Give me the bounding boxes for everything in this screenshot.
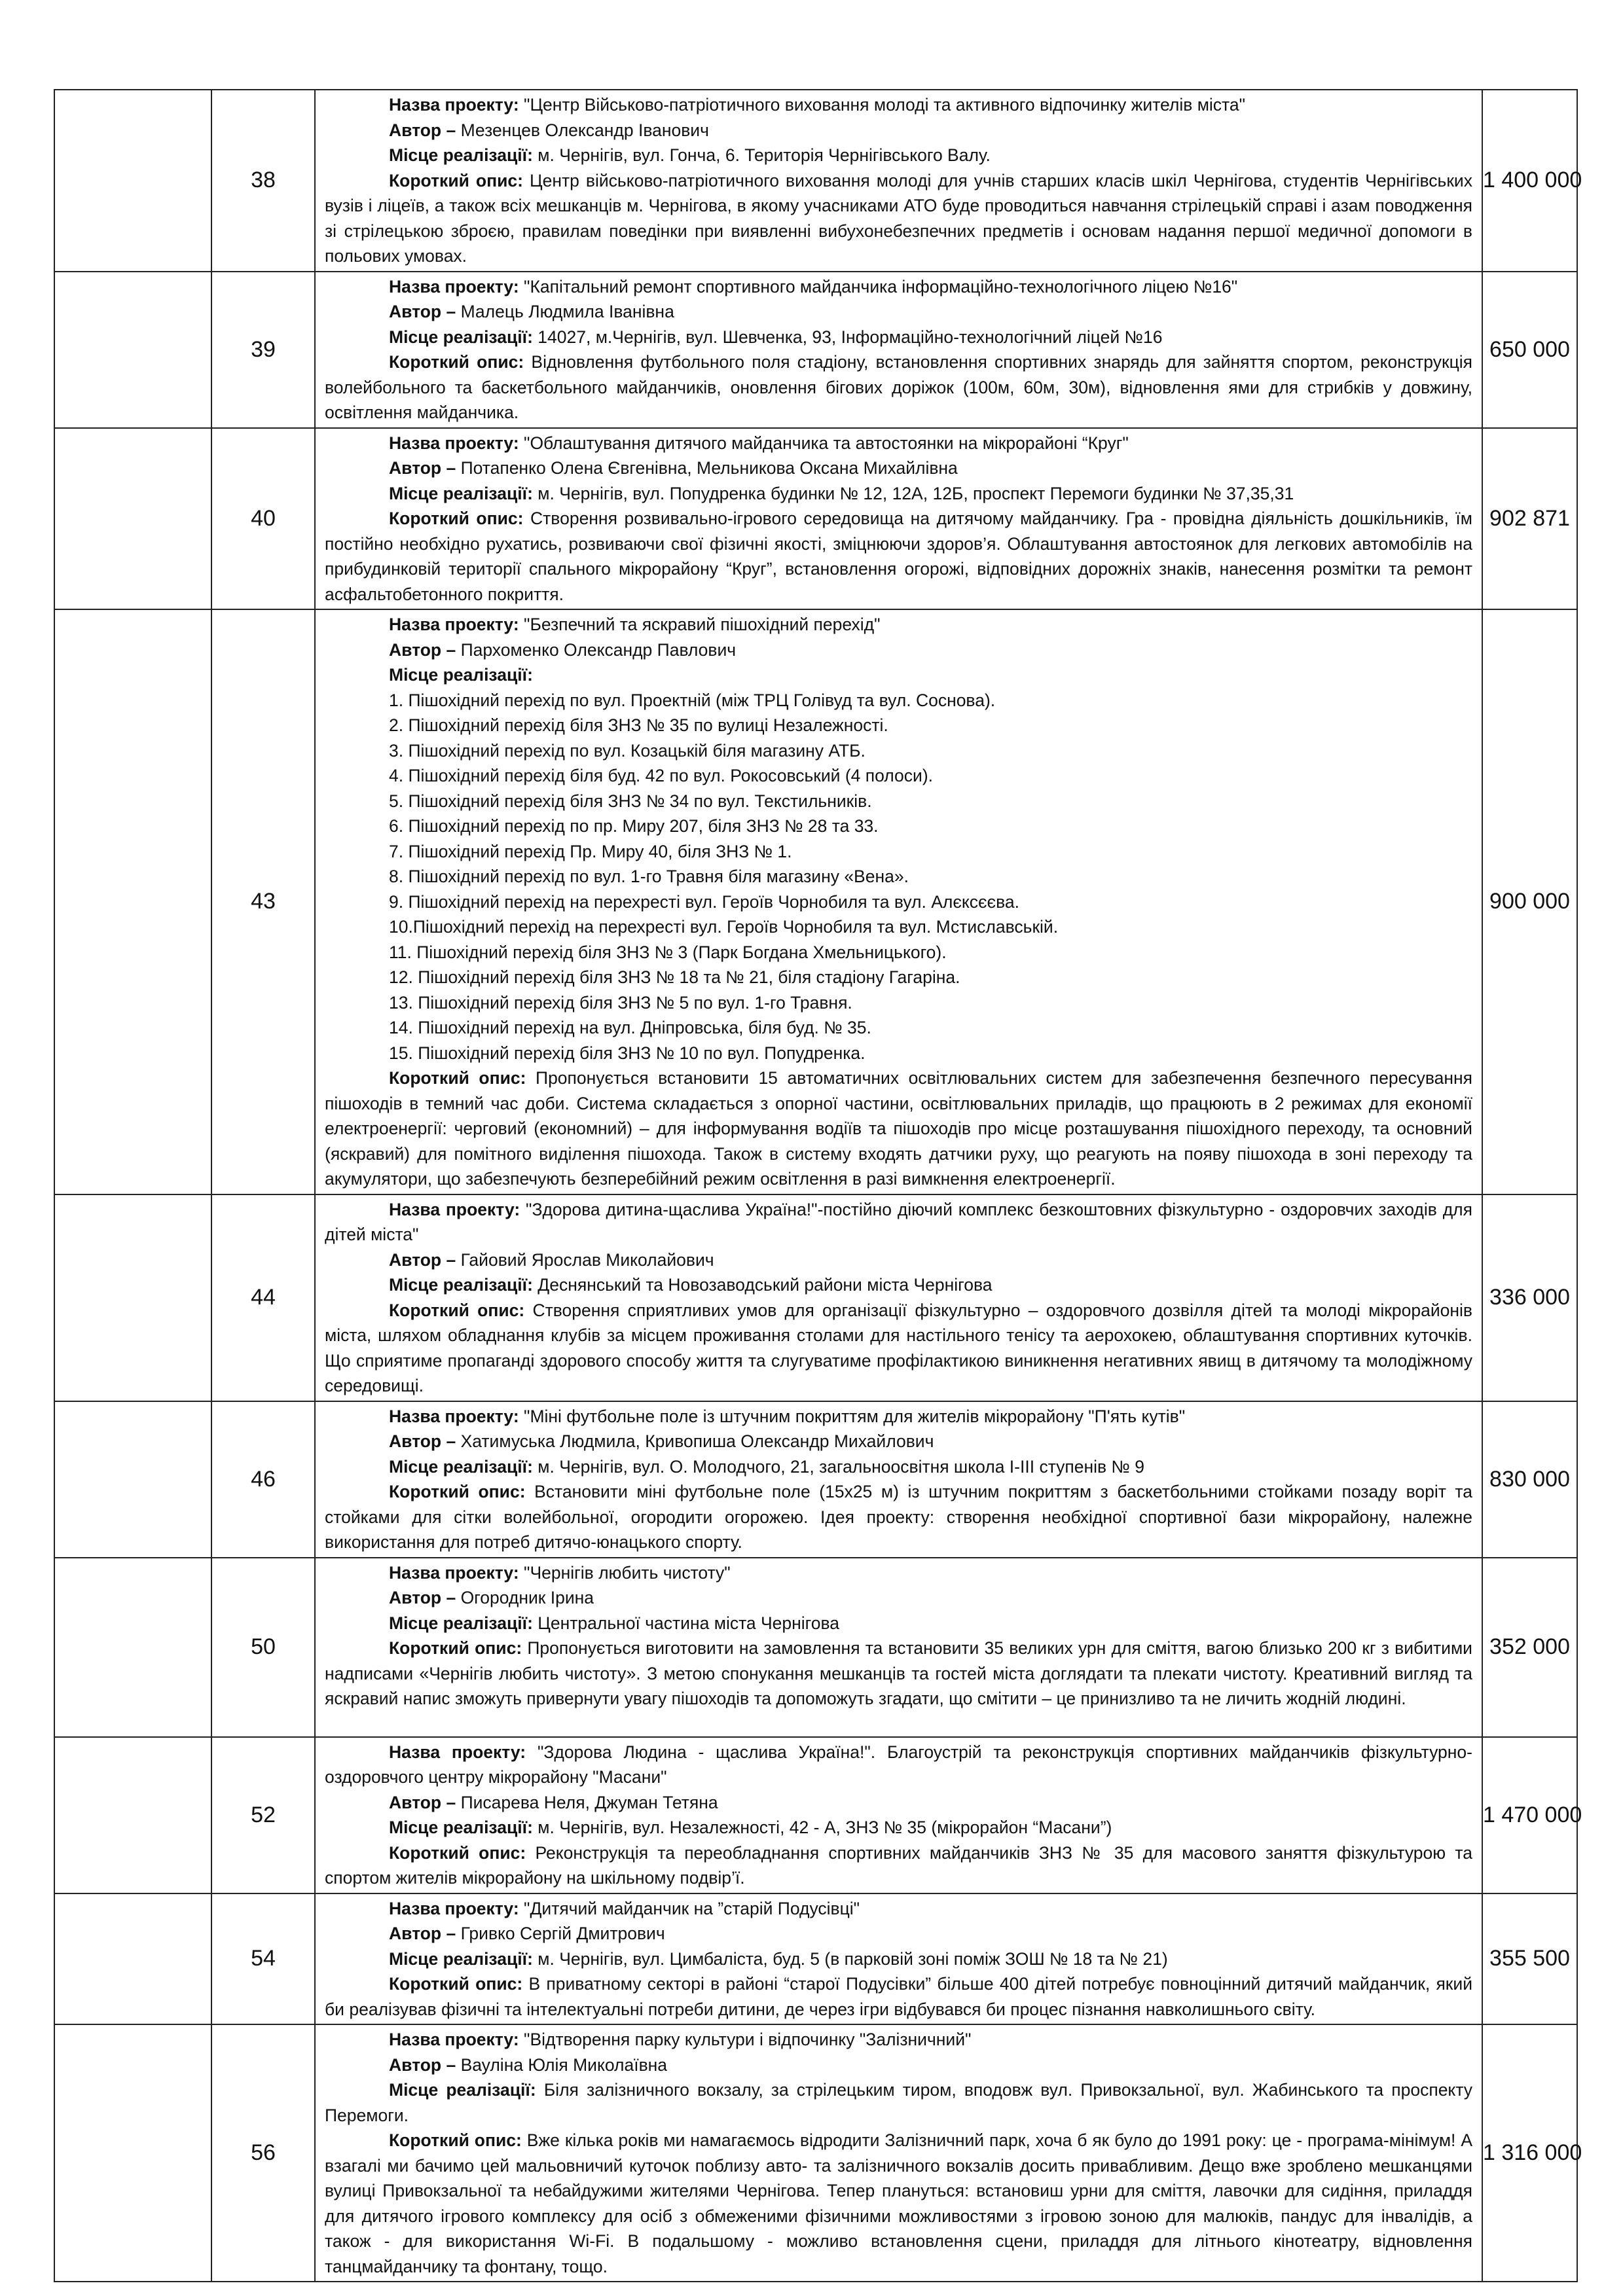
project-details bbox=[315, 2024, 1482, 2282]
project-description-label: Короткий опис: bbox=[389, 509, 524, 528]
place-list-item: 8. Пішохідний перехід по вул. 1-го Травня біля магазину «Вена». bbox=[389, 867, 909, 886]
project-details bbox=[315, 1194, 1482, 1401]
project-description-value: Створення сприятливих умов для організації фізкультурно – оздоровчого дозвілля дітей та молоді мікрорайонів міста, шляхом обладнання клубів за місцем проживання столами для настільного тенісу та аерохокею, облаштування спортивних куточків. Що сприятиме пропаганді здорового способу життя та слугуватиме профілактикою виникнення негативних явищ в дитячому та молодіжному середовищі. bbox=[325, 1300, 1472, 1395]
project-author-value: Вауліна Юлія Миколаївна bbox=[460, 2054, 668, 2075]
project-amount: 1 400 000 bbox=[1482, 90, 1577, 272]
project-description-line bbox=[325, 2128, 1472, 2279]
project-name-value: "Облаштування дитячого майданчика та автостоянки на мікрорайоні “Круг" bbox=[524, 433, 1129, 453]
table-row bbox=[54, 1401, 1577, 1558]
project-name-label: Назва проекту: bbox=[389, 1406, 519, 1426]
project-author-line bbox=[325, 1790, 1472, 1816]
row-number: 46 bbox=[211, 1401, 315, 1558]
project-description-value: Пропонується виготовити на замовлення та встановити 35 великих урн для сміття, вагою близько 200 кг з вибитими надписами «Чернігів любить чистоту». З метою спонукання мешканців та гостей міста доглядати та плекати чистоту. Креативний вигляд та яскравий напис зможуть привернути увагу пішоходів та допоможуть згадати, що смітити – це принизливо та не личить жодній людині. bbox=[325, 1638, 1472, 1708]
table-row bbox=[54, 1737, 1577, 1893]
project-place-label: Місце реалізації: bbox=[389, 1613, 533, 1633]
place-list-item: 15. Пішохідний перехід біля ЗНЗ № 10 по вул. Попудренка. bbox=[389, 1043, 866, 1063]
project-author-label: Автор – bbox=[389, 1924, 456, 1943]
project-place-value: 14027, м.Чернігів, вул. Шевченка, 93, Інформаційно-технологічний ліцей №16 bbox=[538, 327, 1163, 347]
project-name-label: Назва проекту: bbox=[389, 276, 519, 296]
project-description-value: Створення розвивально-ігрового середовища на дитячому майданчику. Гра - провідна діяльність дошкільників, їм постійно необхідно рухатись, розвиваючи свої фізичні якості, зміцнюючи здоров’я. Облаштування автостоянок для легкових автомобілів на прибудинковій території спального мікрорайону “Круг”, встановлення огорожі, відповідних дорожніх знаків, нанесення розмітки та ремонт асфальтобетонного покриття. bbox=[325, 509, 1472, 604]
project-author-value: Гривко Сергій Дмитрович bbox=[460, 1924, 665, 1943]
project-description-value: В приватному секторі в районі “старої Подусівки” більше 400 дітей потребує повноцінний дитячий майданчик, який би реалізував фізичні та інтелектуальні потреби дитини, де через ігри відбувався би процес пізнання навколишнього світу. bbox=[325, 1974, 1472, 2019]
place-list-item: 3. Пішохідний перехід по вул. Козацькій біля магазину АТБ. bbox=[389, 740, 866, 761]
project-name-value: "Здорова Людина - щаслива Україна!". Благоустрій та реконструкція спортивних майданчиків фізкультурно-оздоровчого центру мікрорайону "Масани" bbox=[325, 1742, 1472, 1787]
project-description-value: Вже кілька років ми намагаємось відродити Залізничний парк, хоча б як було до 1991 року: це - програма-мінімум! А взагалі ми бачимо цей мальовничий куточок поблизу авто- та залізничного вокзалів досить привабливим. Дещо вже зроблено мешканцями вулиці Привокзальної та небайдужими жителями Чернігова. Тепер плануться: встановиш урни для сміття, лавочки для сидіння, приладдя для дитячого ігрового комплексу для осіб з обмеженими фізичними можливостями з ігровою зоною для малюків, пандус для інвалідів, а також - для використання Wi-Fi. В подальшому - можливо встановлення сцени, приладдя для літнього кінотеатру, відновлення танцмайданчику та фонтану, тощо. bbox=[325, 2130, 1472, 2276]
project-author-label: Автор – bbox=[389, 1431, 456, 1451]
project-name-value: "Дитячий майданчик на ”старій Подусівці" bbox=[524, 1898, 860, 1918]
project-place-label: Місце реалізації: bbox=[389, 1948, 533, 1969]
project-author-label: Автор – bbox=[389, 1588, 456, 1607]
project-name-label: Назва проекту: bbox=[389, 1562, 519, 1583]
empty-cell bbox=[54, 428, 211, 610]
project-details bbox=[315, 1893, 1482, 2025]
empty-cell bbox=[54, 272, 211, 428]
row-number: 52 bbox=[211, 1737, 315, 1893]
project-description-value: Центр військово-патріотичного виховання молоді для учнів старших класів шкіл Чернігова, студентів Чернігівських вузів і ліцеїв, а також всіх мешканців м. Чернігова, в якому учасниками АТО буде проводиться навчання стрілецькій справі і азам поводження зі стрілецькою зброєю, правилам поведінки при виявленні вибухонебезпечних предметів і основам надання першої медичної допомоги в польових умовах. bbox=[325, 170, 1472, 266]
place-list-item: 4. Пішохідний перехід біля буд. 42 по вул. Рокосовський (4 полоси). bbox=[389, 766, 934, 785]
row-number: 43 bbox=[211, 609, 315, 1194]
project-place-line bbox=[325, 1946, 1472, 1972]
empty-cell bbox=[54, 1558, 211, 1737]
project-description-line bbox=[325, 1479, 1472, 1555]
place-list-item: 6. Пішохідний перехід по пр. Миру 207, біля ЗНЗ № 28 та 33. bbox=[389, 816, 879, 836]
place-list-item: 12. Пішохідний перехід біля ЗНЗ № 18 та № 21, біля стадіону Гагаріна. bbox=[389, 967, 960, 987]
project-name-line bbox=[325, 612, 1472, 637]
project-place-line bbox=[325, 481, 1472, 507]
project-name-label: Назва проекту: bbox=[389, 433, 519, 453]
project-amount: 352 000 bbox=[1482, 1558, 1577, 1737]
project-amount: 900 000 bbox=[1482, 609, 1577, 1194]
table-row bbox=[54, 1194, 1577, 1401]
place-list-item: 11. Пішохідний перехід біля ЗНЗ № 3 (Парк Богдана Хмельницького). bbox=[389, 942, 947, 962]
project-place-label: Місце реалізації: bbox=[389, 665, 533, 685]
project-place-label: Місце реалізації: bbox=[389, 1456, 533, 1477]
table-row bbox=[54, 2024, 1577, 2282]
project-name-line bbox=[325, 1197, 1472, 1247]
place-list-item: 13. Пішохідний перехід біля ЗНЗ № 5 по вул. 1-го Травня. bbox=[389, 992, 852, 1013]
project-place-value: Деснянський та Новозаводський райони міста Чернігова bbox=[538, 1275, 993, 1295]
project-place-line bbox=[325, 1815, 1472, 1840]
row-number: 56 bbox=[211, 2024, 315, 2282]
project-place-label: Місце реалізації: bbox=[389, 483, 533, 503]
project-name-line bbox=[325, 2027, 1472, 2053]
place-list-item: 5. Пішохідний перехід біля ЗНЗ № 34 по вул. Текстильників. bbox=[389, 791, 872, 811]
project-name-value: "Безпечний та яскравий пішохідний перехід" bbox=[524, 615, 881, 634]
project-description-label: Короткий опис: bbox=[389, 1300, 525, 1320]
project-author-value: Малець Людмила Іванівна bbox=[460, 302, 674, 321]
place-list-item: 9. Пішохідний перехід на перехресті вул. Героїв Чорнобиля та вул. Алєксєєва. bbox=[389, 891, 1019, 912]
project-name-value: "Чернігів любить чистоту" bbox=[524, 1562, 731, 1583]
project-name-line bbox=[325, 274, 1472, 300]
project-place-value: м. Чернігів, вул. Попудренка будинки № 12, 12А, 12Б, проспект Перемоги будинки № 37,35,31 bbox=[538, 483, 1294, 503]
project-amount: 902 871 bbox=[1482, 428, 1577, 610]
row-number: 50 bbox=[211, 1558, 315, 1737]
project-description-line bbox=[325, 1066, 1472, 1192]
project-author-label: Автор – bbox=[389, 458, 456, 478]
project-place-label: Місце реалізації: bbox=[389, 327, 533, 347]
project-author-label: Автор – bbox=[389, 302, 456, 321]
project-name-value: "Міні футбольне поле із штучним покриттям для жителів мікрорайону "П'ять кутів" bbox=[524, 1406, 1186, 1426]
empty-cell bbox=[54, 609, 211, 1194]
project-name-line bbox=[325, 431, 1472, 456]
project-amount: 355 500 bbox=[1482, 1893, 1577, 2025]
project-author-label: Автор – bbox=[389, 2054, 456, 2075]
project-name-label: Назва проекту: bbox=[389, 95, 519, 115]
project-author-line bbox=[325, 1247, 1472, 1273]
row-number: 39 bbox=[211, 272, 315, 428]
project-author-line bbox=[325, 1429, 1472, 1454]
project-author-value: Потапенко Олена Євгенівна, Мельникова Оксана Михайлівна bbox=[460, 458, 958, 478]
project-name-label: Назва проекту: bbox=[389, 1742, 526, 1762]
project-place-line bbox=[325, 1272, 1472, 1298]
project-details bbox=[315, 428, 1482, 610]
project-author-line bbox=[325, 637, 1472, 663]
project-description-label: Короткий опис: bbox=[389, 352, 524, 372]
project-author-value: Хатимуська Людмила, Кривопиша Олександр Михайлович bbox=[460, 1431, 934, 1451]
project-description-line bbox=[325, 1298, 1472, 1399]
project-details bbox=[315, 1737, 1482, 1893]
project-description-value: Відновлення футбольного поля стадіону, встановлення спортивних знарядь для зайняття спортом, реконструкція волейбольного та баскетбольного майданчиків, оновлення бігових доріжок (100м, 60м, 30м), відновлення ями для стрибків у довжину, освітлення майданчика. bbox=[325, 352, 1473, 422]
project-place-line bbox=[325, 662, 1472, 688]
project-place-line bbox=[325, 1454, 1472, 1480]
projects-table-body bbox=[54, 90, 1582, 2282]
project-description-value: Встановити міні футбольне поле (15х25 м) із штучним покриттям з баскетбольними стойками позаду воріт та стойками для сітки волейбольної, огородити огорожею. Ідея проекту: створення необхідної спортивної бази мікрорайону, належне використання для потреб дитячо-юнацького спорту. bbox=[325, 1482, 1472, 1552]
project-name-line bbox=[325, 1560, 1472, 1586]
project-place-line bbox=[325, 2077, 1472, 2128]
empty-cell bbox=[54, 90, 211, 272]
project-author-line bbox=[325, 118, 1472, 143]
table-row bbox=[54, 90, 1577, 272]
project-name-value: "Відтворення парку культури і відпочинку "Залізничний" bbox=[524, 2030, 972, 2049]
place-list-item: 2. Пішохідний перехід біля ЗНЗ № 35 по вулиці Незалежності. bbox=[389, 715, 888, 735]
project-place-value: Центральної частина міста Чернігова bbox=[538, 1613, 840, 1633]
project-description-label: Короткий опис: bbox=[389, 1482, 526, 1501]
place-list-item: 14. Пішохідний перехід на вул. Дніпровська, біля буд. № 35. bbox=[389, 1018, 871, 1037]
project-name-label: Назва проекту: bbox=[389, 2030, 519, 2049]
project-name-value: "Центр Військово-патріотичного виховання молоді та активного відпочинку жителів міста" bbox=[524, 95, 1246, 115]
project-author-label: Автор – bbox=[389, 120, 456, 140]
project-author-line bbox=[325, 1921, 1472, 1946]
project-author-label: Автор – bbox=[389, 1792, 456, 1812]
project-author-value: Пархоменко Олександр Павлович bbox=[460, 639, 737, 660]
project-amount: 1 316 000 bbox=[1482, 2024, 1577, 2282]
place-list-item: 10.Пішохідний перехід на перехресті вул. Героїв Чорнобиля та вул. Мстиславській. bbox=[389, 917, 1059, 937]
project-place-label: Місце реалізації: bbox=[389, 1275, 533, 1295]
empty-cell bbox=[54, 1401, 211, 1558]
project-author-line bbox=[325, 1585, 1472, 1611]
project-place-value: м. Чернігів, вул. О. Молодчого, 21, загальноосвітня школа І-ІІІ ступенів № 9 bbox=[538, 1456, 1144, 1477]
project-author-value: Писарева Неля, Джуман Тетяна bbox=[460, 1792, 718, 1812]
project-place-label: Місце реалізації: bbox=[389, 2080, 536, 2100]
table-row bbox=[54, 1893, 1577, 2025]
projects-table bbox=[54, 89, 1582, 2282]
project-author-line bbox=[325, 456, 1472, 481]
table-row bbox=[54, 272, 1577, 428]
project-author-label: Автор – bbox=[389, 639, 456, 660]
project-place-label: Місце реалізації: bbox=[389, 145, 533, 165]
project-name-value: "Здорова дитина-щаслива Україна!"-постійно діючий комплекс безкоштовних фізкультурно - оздоровчих заходів для дітей міста" bbox=[325, 1199, 1472, 1244]
table-row bbox=[54, 1558, 1577, 1737]
project-description-label: Короткий опис: bbox=[389, 1974, 523, 1994]
place-list-item: 1. Пішохідний перехід по вул. Проектній (між ТРЦ Голівуд та вул. Соснова). bbox=[389, 690, 996, 710]
empty-cell bbox=[54, 1737, 211, 1893]
row-number: 38 bbox=[211, 90, 315, 272]
project-description-label: Короткий опис: bbox=[389, 2130, 522, 2150]
project-name-value: "Капітальний ремонт спортивного майданчика інформаційно-технологічного ліцею №16" bbox=[524, 276, 1238, 296]
project-name-line bbox=[325, 1404, 1472, 1429]
project-author-line bbox=[325, 299, 1472, 325]
project-description-label: Короткий опис: bbox=[389, 1638, 522, 1658]
project-description-value: Реконструкція та переобладнання спортивних майданчиків ЗНЗ № 35 для масового заняття фізкультурою та спортом жителів мікрорайону на шкільному подвір’ї. bbox=[325, 1842, 1472, 1888]
project-details bbox=[315, 609, 1482, 1194]
row-number: 44 bbox=[211, 1194, 315, 1401]
empty-cell bbox=[54, 1194, 211, 1401]
project-name-label: Назва проекту: bbox=[389, 615, 519, 634]
project-details bbox=[315, 90, 1482, 272]
project-details bbox=[315, 1401, 1482, 1558]
project-description-label: Короткий опис: bbox=[389, 1842, 526, 1863]
project-description-line bbox=[325, 350, 1472, 425]
place-list-item: 7. Пішохідний перехід Пр. Миру 40, біля ЗНЗ № 1. bbox=[389, 841, 792, 861]
project-details bbox=[315, 272, 1482, 428]
project-description-line bbox=[325, 168, 1472, 269]
project-amount: 336 000 bbox=[1482, 1194, 1577, 1401]
project-author-value: Огородник Ірина bbox=[460, 1588, 594, 1607]
project-place-label: Місце реалізації: bbox=[389, 1818, 533, 1837]
project-description-line bbox=[325, 1636, 1472, 1712]
empty-cell bbox=[54, 2024, 211, 2282]
project-amount: 1 470 000 bbox=[1482, 1737, 1577, 1893]
project-description-label: Короткий опис: bbox=[389, 170, 523, 190]
project-amount: 650 000 bbox=[1482, 272, 1577, 428]
project-place-line bbox=[325, 325, 1472, 350]
project-author-value: Гайовий Ярослав Миколайович bbox=[460, 1249, 714, 1270]
row-number: 54 bbox=[211, 1893, 315, 2025]
project-name-label: Назва проекту: bbox=[389, 1199, 520, 1219]
project-place-value: Біля залізничного вокзалу, за стрілецьким тиром, вподовж вул. Привокзальної, вул. Жабинського та проспекту Перемоги. bbox=[325, 2080, 1473, 2125]
project-description-line bbox=[325, 1971, 1472, 2022]
project-author-value: Мезенцев Олександр Іванович bbox=[460, 120, 709, 140]
project-description-line bbox=[325, 506, 1472, 607]
project-place-line bbox=[325, 143, 1472, 168]
project-place-line bbox=[325, 1611, 1472, 1636]
table-row bbox=[54, 428, 1577, 610]
project-author-line bbox=[325, 2053, 1472, 2078]
project-name-line bbox=[325, 92, 1472, 118]
row-number: 40 bbox=[211, 428, 315, 610]
project-place-value: м. Чернігів, вул. Незалежності, 42 - А, ЗНЗ № 35 (мікрорайон “Масани”) bbox=[538, 1818, 1112, 1837]
project-author-label: Автор – bbox=[389, 1249, 456, 1270]
project-name-line bbox=[325, 1740, 1472, 1790]
project-name-line bbox=[325, 1896, 1472, 1922]
project-description-line bbox=[325, 1840, 1472, 1891]
project-name-label: Назва проекту: bbox=[389, 1898, 519, 1918]
project-description-value: Пропонується встановити 15 автоматичних освітлювальних систем для забезпечення безпечного пересування пішоходів в темний час доби. Система складається з опорної частини, освітлювальних приладів, що працюють в 2 режимах для економії електроенергії: черговий (економний) – для інформування водіїв та пішоходів про місце розташування пішохідного переходу, та основний (яскравий) для помітного виділення пішохода. Також в систему входять датчики руху, що реагують на появу пішохода в зоні переходу та акумулятори, що забезпечують безперебійний режим освітлення в разі вимкнення електроенергії. bbox=[325, 1068, 1472, 1189]
project-place-value: м. Чернігів, вул. Цимбаліста, буд. 5 (в парковій зоні поміж ЗОШ № 18 та № 21) bbox=[538, 1948, 1168, 1969]
empty-cell bbox=[54, 1893, 211, 2025]
project-amount: 830 000 bbox=[1482, 1401, 1577, 1558]
project-place-value: м. Чернігів, вул. Гонча, 6. Територія Чернігівського Валу. bbox=[538, 145, 991, 165]
project-description-label: Короткий опис: bbox=[389, 1068, 526, 1088]
table-row bbox=[54, 609, 1577, 1194]
project-details bbox=[315, 1558, 1482, 1737]
